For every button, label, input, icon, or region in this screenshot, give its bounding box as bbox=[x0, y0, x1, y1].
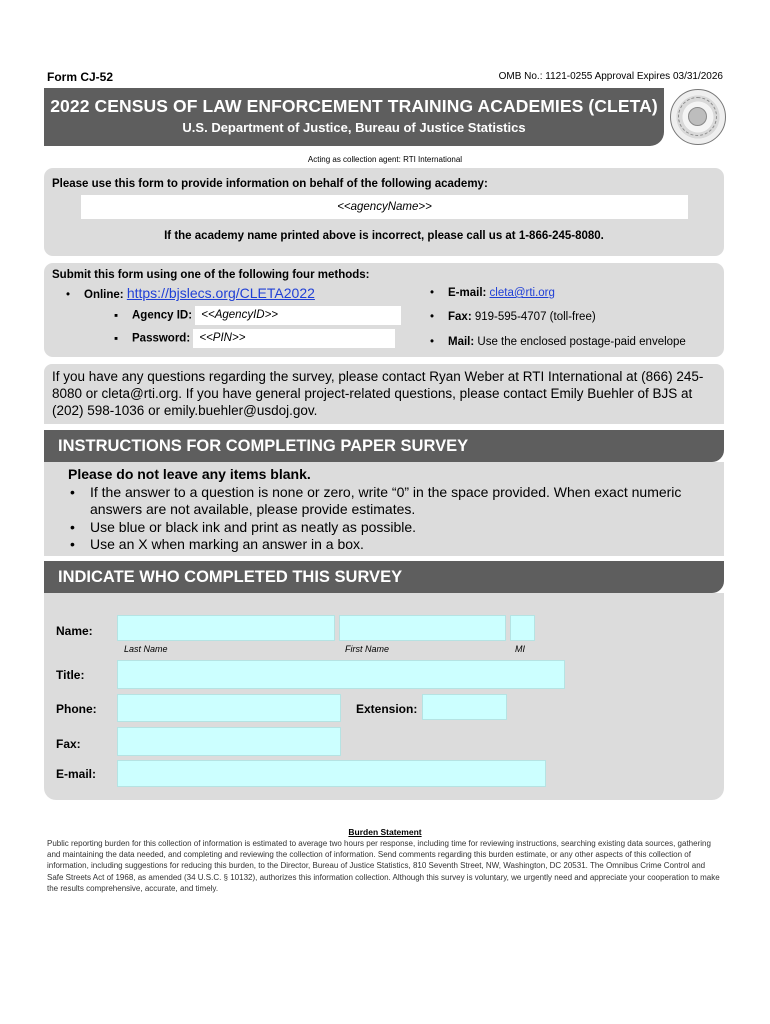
square-bullet-icon: ▪ bbox=[114, 332, 119, 345]
fax-value: 919-595-4707 (toll-free) bbox=[474, 311, 596, 323]
password-row bbox=[114, 329, 395, 348]
fax-method bbox=[430, 311, 596, 323]
first-name-field[interactable] bbox=[339, 615, 506, 641]
password-field: <<PIN>> bbox=[193, 329, 395, 348]
instructions-lead: Please do not leave any items blank. bbox=[68, 466, 311, 482]
title-field[interactable] bbox=[117, 660, 565, 689]
square-bullet-icon: ▪ bbox=[114, 309, 119, 322]
doj-seal-icon bbox=[670, 89, 726, 145]
burden-title: Burden Statement bbox=[348, 827, 422, 837]
contact-info: If you have any questions regarding the survey, please contact Ryan Weber at RTI International at (866) 245-8080 or cleta@rti.org. If you have general project-related questions, please contact Emily Buehler of BJS at (202) 598-1036 or emily.buehler@usdoj.gov. bbox=[44, 364, 724, 424]
mail-label: Mail: bbox=[448, 336, 475, 348]
submit-panel bbox=[44, 263, 724, 357]
top-row bbox=[47, 70, 723, 84]
page-subtitle: U.S. Department of Justice, Bureau of Justice Statistics bbox=[182, 120, 526, 135]
form-id: Form CJ-52 bbox=[47, 70, 114, 84]
mi-caption: MI bbox=[515, 644, 525, 654]
email-field[interactable] bbox=[117, 760, 546, 787]
title-banner bbox=[44, 88, 664, 146]
submit-lead: Submit this form using one of the following four methods: bbox=[52, 269, 370, 281]
last-name-field[interactable] bbox=[117, 615, 335, 641]
first-name-caption: First Name bbox=[345, 644, 390, 654]
collection-agent: Acting as collection agent: RTI International bbox=[307, 155, 463, 164]
phone-field[interactable] bbox=[117, 694, 341, 722]
instruction-item: • If the answer to a question is none or zero, write “0” in the space provided. When exact numeric answers are not available, please provide estimates. bbox=[68, 484, 700, 519]
instructions-panel bbox=[44, 462, 724, 556]
agency-id-label: Agency ID: bbox=[132, 309, 193, 322]
academy-lead: Please use this form to provide information on behalf of the following academy: bbox=[52, 178, 488, 190]
instructions-list bbox=[68, 484, 700, 554]
extension-field[interactable] bbox=[422, 694, 507, 720]
online-link[interactable]: https://bjslecs.org/CLETA2022 bbox=[126, 285, 315, 301]
incorrect-note: If the academy name printed above is incorrect, please call us at 1-866-245-8080. bbox=[164, 230, 604, 242]
agency-id-row bbox=[114, 306, 401, 325]
omb-number: OMB No.: 1121-0255 Approval Expires 03/31/2026 bbox=[498, 71, 723, 82]
email-label: E-mail: bbox=[448, 287, 487, 299]
instruction-item: • Use blue or black ink and print as neatly as possible. bbox=[68, 519, 700, 537]
burden-statement: Public reporting burden for this collection of information is estimated to average two hours per response, including time for reviewing instructions, searching existing data sources, gathering and maintaining the data needed, and completing and reviewing the collection of information. Send comments regarding this burden estimate, or any other aspects of this collection of information, including suggestions for reducing this burden, to the Director, Bureau of Justice Statistics, 810 Seventh Street, NW, Washington, DC 20531. The Omnibus Crime Control and Safe Streets Act of 1968, as amended (34 U.S.C. § 10132), authorizes this information collection. Although this survey is voluntary, we urgently need and appreciate your cooperation to make the results comprehensive, accurate, and timely. bbox=[47, 839, 720, 893]
who-completed-panel bbox=[44, 593, 724, 800]
mi-field[interactable] bbox=[510, 615, 535, 641]
email-label: E-mail: bbox=[56, 767, 97, 781]
who-completed-heading: INDICATE WHO COMPLETED THIS SURVEY bbox=[44, 561, 724, 593]
email-link[interactable]: cleta@rti.org bbox=[489, 287, 555, 299]
fax-label: Fax: bbox=[56, 737, 81, 751]
mail-method bbox=[430, 336, 686, 348]
extension-label: Extension: bbox=[356, 702, 418, 716]
instructions-heading: INSTRUCTIONS FOR COMPLETING PAPER SURVEY bbox=[44, 430, 724, 462]
online-label: Online: bbox=[84, 289, 124, 301]
fax-field[interactable] bbox=[117, 727, 341, 756]
bullet-icon: • bbox=[430, 287, 435, 299]
last-name-caption: Last Name bbox=[124, 644, 168, 654]
mail-value: Use the enclosed postage-paid envelope bbox=[477, 336, 686, 348]
phone-label: Phone: bbox=[56, 702, 97, 716]
bullet-icon: • bbox=[430, 311, 435, 323]
bullet-icon: • bbox=[430, 336, 435, 348]
title-label: Title: bbox=[56, 668, 85, 682]
name-label: Name: bbox=[56, 624, 93, 638]
online-method bbox=[66, 285, 315, 301]
password-label: Password: bbox=[132, 332, 191, 345]
email-method bbox=[430, 287, 555, 299]
agency-id-field: <<AgencyID>> bbox=[195, 306, 401, 325]
agency-name-field: <<agencyName>> bbox=[81, 195, 688, 219]
instruction-item: • Use an X when marking an answer in a box. bbox=[68, 536, 700, 554]
academy-panel bbox=[44, 168, 724, 256]
bullet-icon: • bbox=[66, 289, 71, 301]
fax-label: Fax: bbox=[448, 311, 472, 323]
page-title: 2022 CENSUS OF LAW ENFORCEMENT TRAINING ACADEMIES (CLETA) bbox=[50, 96, 658, 116]
